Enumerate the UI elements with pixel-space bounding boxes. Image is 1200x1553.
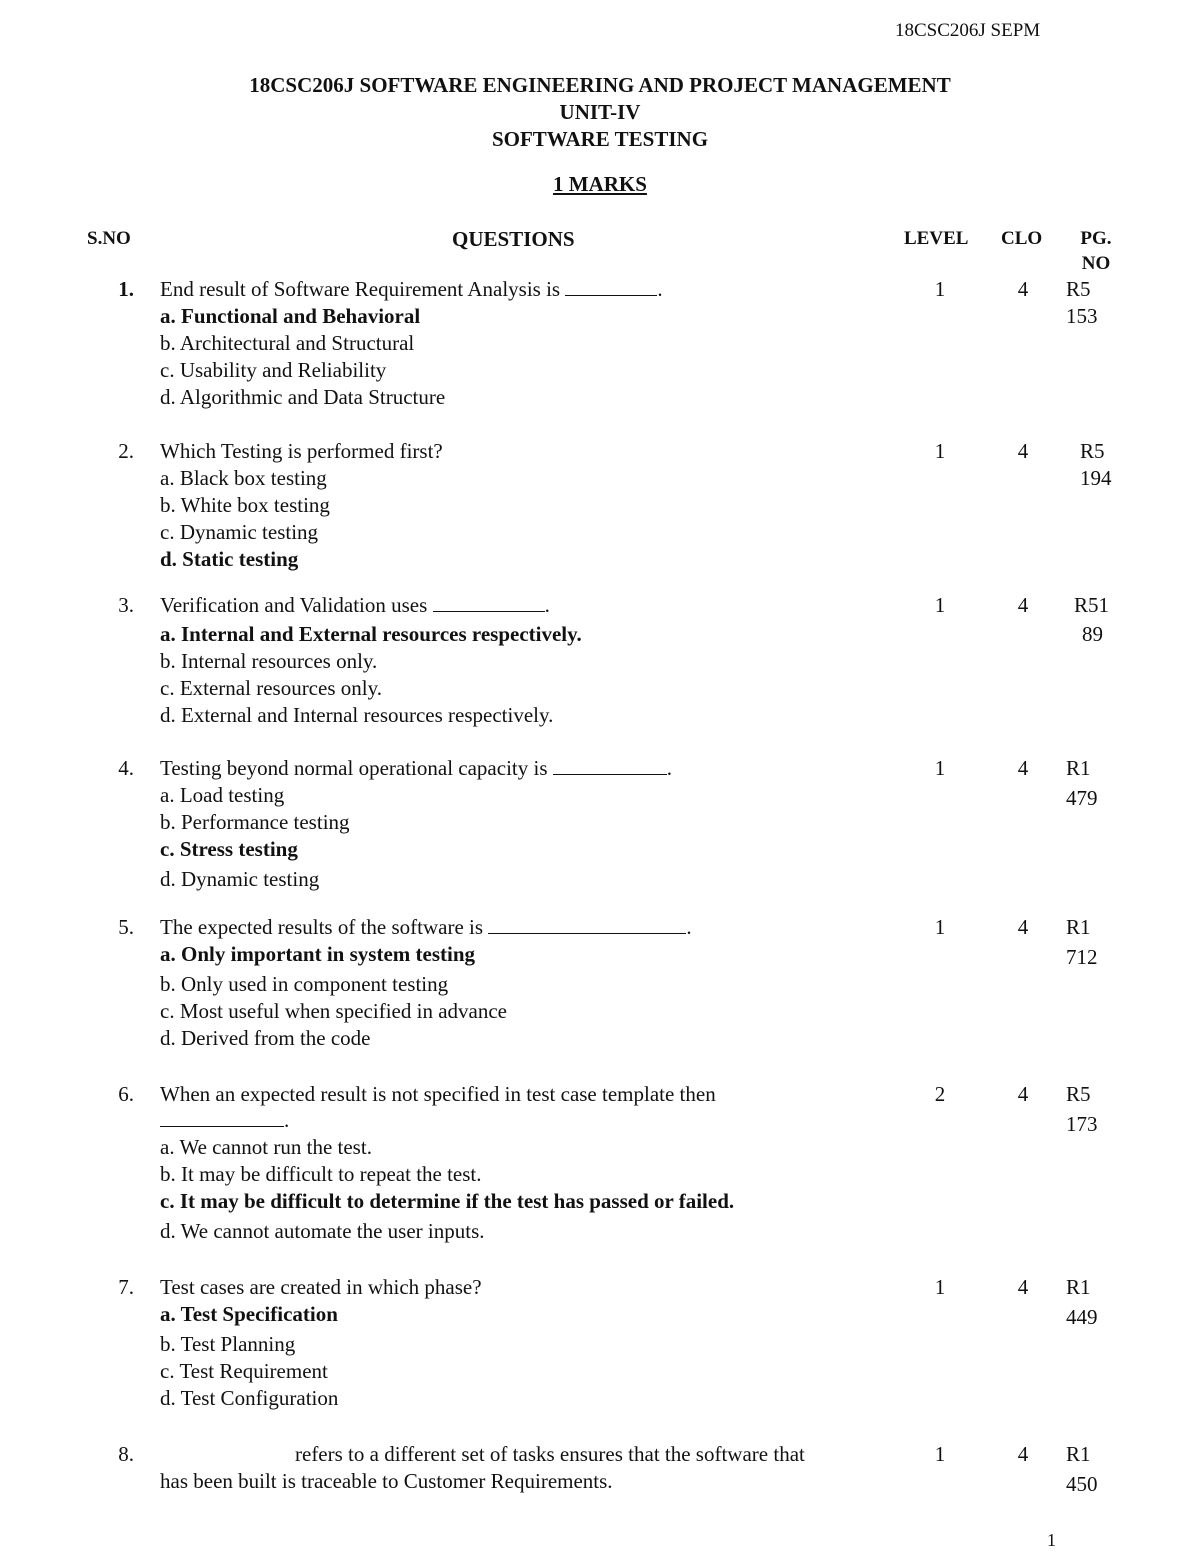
question-stem: refers to a different set of tasks ensures that the software that [295, 1442, 805, 1466]
question-clo: 4 [1017, 756, 1029, 780]
question-clo: 4 [1017, 439, 1029, 463]
answer-blank [433, 593, 545, 612]
pg-ref: R1 [1066, 1442, 1091, 1466]
question-body [160, 1081, 880, 1245]
option-correct: c. Stress testing [160, 837, 298, 861]
question-level: 1 [934, 1442, 946, 1466]
pg-page: 479 [1066, 786, 1098, 810]
option-correct: a. Internal and External resources respectively. [160, 622, 582, 646]
pg-ref: R1 [1066, 1275, 1091, 1299]
section-heading: 1 MARKS [553, 172, 647, 196]
question-clo: 4 [1017, 1442, 1029, 1466]
pg-page: 449 [1066, 1305, 1098, 1329]
question-stem: When an expected result is not specified in test case template then [160, 1082, 716, 1106]
question-body [160, 1274, 880, 1412]
question-level: 1 [934, 277, 946, 301]
question-clo: 4 [1017, 915, 1029, 939]
question-stem [160, 755, 880, 782]
question-level: 2 [934, 1082, 946, 1106]
page-reference [1080, 438, 1140, 492]
question-number: 8. [118, 1442, 134, 1466]
page-number: 1 [1047, 1530, 1056, 1550]
option: c. External resources only. [160, 676, 382, 700]
option: c. Usability and Reliability [160, 358, 387, 382]
stem-end: . [686, 915, 692, 939]
pg-page: 450 [1066, 1472, 1098, 1496]
answer-blank [553, 756, 667, 775]
option: b. Test Planning [160, 1332, 296, 1356]
pg-ref: R5 [1080, 439, 1105, 463]
column-header-sno: S.NO [87, 228, 131, 249]
question-stem-continued [160, 1108, 880, 1130]
pg-header-line2: NO [1081, 253, 1111, 274]
page-reference [1066, 914, 1126, 971]
question-number: 4. [118, 756, 134, 780]
option: c. Most useful when specified in advance [160, 999, 507, 1023]
question-clo: 4 [1017, 593, 1029, 617]
pg-page: 712 [1066, 945, 1098, 969]
option: a. We cannot run the test. [160, 1135, 372, 1159]
question-level: 1 [934, 439, 946, 463]
answer-blank [488, 915, 686, 934]
stem-end: . [666, 756, 672, 780]
question-number: 2. [118, 439, 134, 463]
pg-ref: R5 [1066, 277, 1091, 301]
question-body [160, 592, 880, 729]
question-level: 1 [934, 1275, 946, 1299]
question-clo: 4 [1017, 1275, 1029, 1299]
question-stem: Which Testing is performed first? [160, 439, 443, 463]
column-header-clo: CLO [1001, 228, 1043, 249]
option: a. Load testing [160, 783, 285, 807]
pg-ref: R5 [1066, 1082, 1091, 1106]
option-correct: c. It may be difficult to determine if the test has passed or failed. [160, 1189, 735, 1213]
option: d. Dynamic testing [160, 867, 320, 891]
question-number: 6. [118, 1082, 134, 1106]
question-body [160, 755, 880, 893]
page-reference [1066, 1274, 1126, 1331]
question-level: 1 [934, 756, 946, 780]
question-number: 1. [118, 277, 134, 301]
option-correct: a. Test Specification [160, 1302, 338, 1326]
page-reference [1074, 592, 1134, 648]
question-number: 7. [118, 1275, 134, 1299]
pg-page: 89 [1082, 622, 1103, 646]
pg-ref: R1 [1066, 915, 1091, 939]
pg-page: 194 [1080, 466, 1112, 490]
column-header-level: LEVEL [904, 228, 969, 249]
question-body [160, 438, 880, 573]
option: c. Test Requirement [160, 1359, 328, 1383]
question-stem: Test cases are created in which phase? [160, 1275, 482, 1299]
option-correct: a. Functional and Behavioral [160, 304, 421, 328]
pg-header-line1: PG. [1080, 228, 1112, 249]
course-title: 18CSC206J SOFTWARE ENGINEERING AND PROJECT MANAGEMENT [249, 73, 951, 97]
question-body [160, 276, 880, 411]
option: b. White box testing [160, 493, 330, 517]
option: d. We cannot automate the user inputs. [160, 1219, 485, 1243]
question-clo: 4 [1017, 277, 1029, 301]
option: c. Dynamic testing [160, 520, 319, 544]
question-level: 1 [934, 915, 946, 939]
stem-end: . [657, 277, 663, 301]
pg-ref: R51 [1074, 593, 1110, 617]
question-number: 5. [118, 915, 134, 939]
option: a. Black box testing [160, 466, 327, 490]
stem-text: End result of Software Requirement Analysis is [160, 277, 561, 301]
question-stem [160, 276, 880, 303]
page-reference [1066, 276, 1126, 330]
pg-page: 173 [1066, 1112, 1098, 1136]
question-number: 3. [118, 593, 134, 617]
stem-end: . [284, 1108, 290, 1132]
page-reference [1066, 755, 1126, 812]
pg-ref: R1 [1066, 756, 1091, 780]
stem-text: The expected results of the software is [160, 915, 484, 939]
question-stem [160, 914, 880, 941]
option: b. Internal resources only. [160, 649, 378, 673]
page-reference [1066, 1081, 1126, 1138]
unit-title: UNIT-IV [559, 100, 641, 124]
page-reference [1066, 1441, 1126, 1498]
option: b. It may be difficult to repeat the test. [160, 1162, 482, 1186]
topic-title: SOFTWARE TESTING [491, 127, 709, 151]
question-clo: 4 [1017, 1082, 1029, 1106]
column-header-pg-no [1076, 226, 1116, 276]
stem-text: Testing beyond normal operational capacity is [160, 756, 548, 780]
option: d. Derived from the code [160, 1026, 371, 1050]
pg-page: 153 [1066, 304, 1098, 328]
option: d. Algorithmic and Data Structure [160, 385, 446, 409]
option: b. Architectural and Structural [160, 331, 415, 355]
document-title-block [0, 72, 1200, 153]
answer-blank [565, 277, 657, 296]
stem-end: . [544, 593, 550, 617]
option: b. Performance testing [160, 810, 350, 834]
option: b. Only used in component testing [160, 972, 449, 996]
question-level: 1 [934, 593, 946, 617]
option: d. Test Configuration [160, 1386, 339, 1410]
question-stem [160, 592, 880, 619]
column-header-questions: QUESTIONS [452, 227, 575, 251]
question-body [160, 914, 880, 1052]
answer-blank [160, 1108, 284, 1127]
stem-text: Verification and Validation uses [160, 593, 428, 617]
option-correct: d. Static testing [160, 547, 299, 571]
option: d. External and Internal resources respectively. [160, 703, 554, 727]
document-header-code: 18CSC206J SEPM [895, 20, 1041, 41]
question-body [160, 1441, 880, 1495]
question-stem-continued: has been built is traceable to Customer Requirements. [160, 1469, 613, 1493]
option-correct: a. Only important in system testing [160, 942, 475, 966]
